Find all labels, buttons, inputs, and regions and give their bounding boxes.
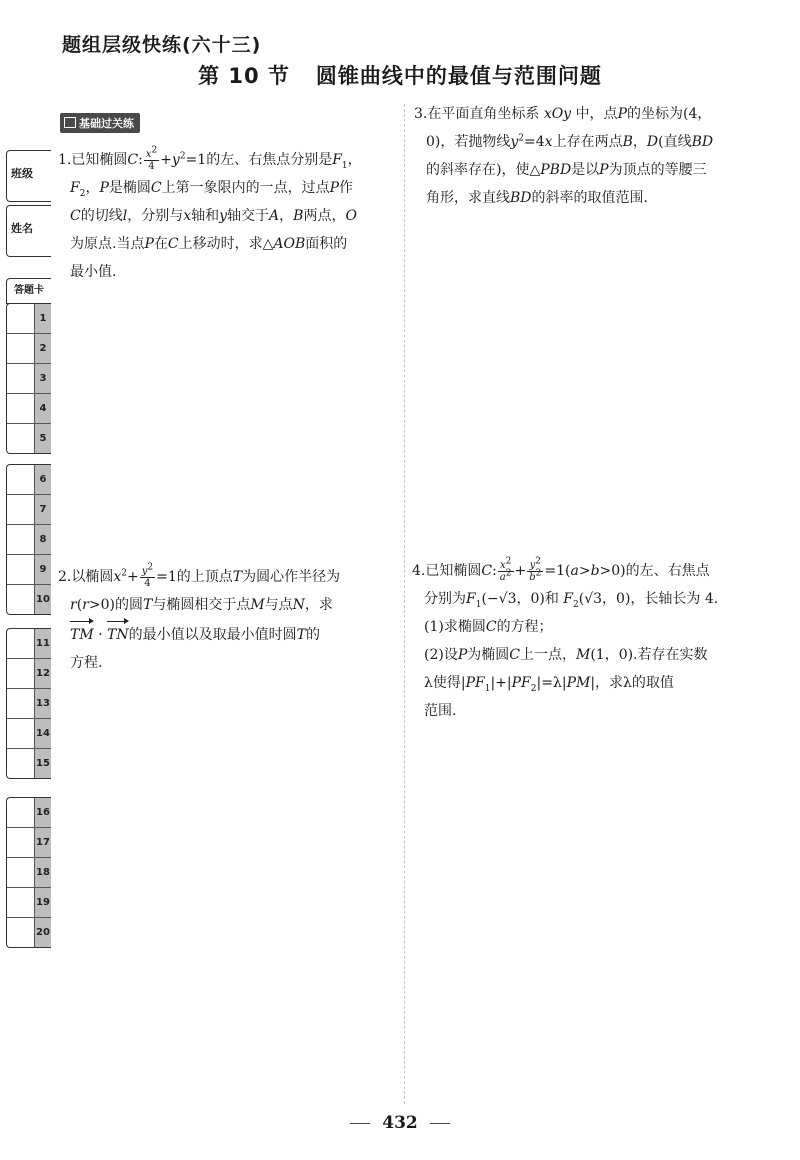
answer-row[interactable]	[7, 525, 51, 555]
answer-number: 18	[34, 858, 51, 887]
answer-card-title: 答题卡	[6, 278, 51, 304]
class-label: 班级	[11, 167, 33, 180]
vector-tm: TM	[70, 619, 94, 649]
problem-4: 4.已知椭圆C: $\frac{x^2}{a^2}$ + $\frac{y^2}{b^2}$ =1(a>b>0)的左、右焦点 分别为$F_1(-√3$，0)和 $F_2(√3$，0)，长轴长为 4. (1)求椭圆C的方程； (2)设P为椭圆C上一点，M(1，0).若存在实数 λ使得$|PF_1|+|PF_2|=\lambda|PM|$，求λ的取值 范围.	[412, 556, 719, 719]
answer-number: 6	[34, 465, 51, 494]
answer-row[interactable]	[7, 918, 51, 947]
answer-row[interactable]	[7, 465, 51, 495]
answer-row[interactable]	[7, 394, 51, 424]
series-title: 题组层级快练(六十三)	[62, 34, 262, 56]
answer-number: 1	[34, 304, 51, 333]
section-number: 第 10 节	[198, 64, 290, 88]
answer-row[interactable]	[7, 888, 51, 918]
answer-row[interactable]	[7, 798, 51, 828]
answer-row[interactable]	[7, 424, 51, 453]
fraction: $\frac{x^2}{a^2}$	[499, 556, 512, 583]
answer-row[interactable]	[7, 659, 51, 689]
answer-number: 4	[34, 394, 51, 423]
answer-number: 13	[34, 689, 51, 718]
problem-1: 1.已知椭圆C: $\frac{x^2}{4}$ $+y^2=1$的左、右焦点分别是$F_1$， $F_2$，P是椭圆C上第一象限内的一点，过点P作 C的切线l，分别与x轴和y轴交于A，B两点，O 为原点.当点P在C上移动时，求△AOB面积的 最小值.	[58, 146, 390, 286]
answer-row[interactable]	[7, 749, 51, 778]
answer-number: 17	[34, 828, 51, 857]
fraction: $\frac{y^2}{b^2}$	[529, 556, 542, 583]
box-icon	[64, 117, 76, 128]
answer-number: 2	[34, 334, 51, 363]
answer-row[interactable]	[7, 495, 51, 525]
answer-number: 10	[34, 585, 51, 614]
answer-row[interactable]	[7, 585, 51, 614]
answer-row[interactable]	[7, 858, 51, 888]
name-field[interactable]	[6, 205, 51, 257]
problem-1-text: 1.已知椭圆C: $\frac{x^2}{4}$ $+y^2=1$的左、右焦点分别是$F_1$，	[58, 145, 362, 172]
answer-number: 7	[34, 495, 51, 524]
section-tag-label: 基础过关练	[79, 117, 134, 130]
vector-tn: TN	[107, 619, 129, 649]
answer-row[interactable]	[7, 334, 51, 364]
problem-3: 3.在平面直角坐标系 xOy 中，点P的坐标为(4， 0)，若抛物线$y^2=4x$上存在两点B，D(直线BD 的斜率存在)，使△PBD是以P为顶点的等腰三 角形，求直线BD的斜率的取值范围.	[414, 106, 714, 206]
name-label: 姓名	[11, 222, 33, 235]
answer-group-3	[6, 628, 51, 779]
problem-2: 2.以椭圆$x^2+$ $\frac{y^2}{4}$ =1的上顶点T为圆心作半径为 r(r>0)的圆T与椭圆相交于点M与点N，求 TM · TN的最小值以及取最小值时圆T的 方程.	[58, 562, 341, 671]
answer-number: 20	[34, 918, 51, 947]
answer-row[interactable]	[7, 828, 51, 858]
fraction: $\frac{y^2}{4}$	[141, 562, 154, 589]
answer-number: 8	[34, 525, 51, 554]
answer-number: 3	[34, 364, 51, 393]
page-number: 432	[0, 1113, 800, 1133]
fraction: $\frac{x^2}{4}$	[145, 145, 158, 172]
answer-number: 9	[34, 555, 51, 584]
answer-number: 5	[34, 424, 51, 453]
answer-number: 15	[34, 749, 51, 778]
answer-number: 14	[34, 719, 51, 748]
answer-row[interactable]	[7, 719, 51, 749]
section-name: 圆锥曲线中的最值与范围问题	[315, 64, 602, 88]
answer-group-4	[6, 797, 51, 948]
answer-number: 12	[34, 659, 51, 688]
column-divider	[404, 104, 405, 1104]
answer-number: 16	[34, 798, 51, 827]
answer-number: 11	[34, 629, 51, 658]
answer-row[interactable]	[7, 629, 51, 659]
answer-row[interactable]	[7, 304, 51, 334]
answer-row[interactable]	[7, 689, 51, 719]
answer-number: 19	[34, 888, 51, 917]
answer-group-2	[6, 464, 51, 615]
answer-group-1	[6, 303, 51, 454]
section-title	[0, 60, 800, 90]
answer-row[interactable]	[7, 364, 51, 394]
class-field[interactable]	[6, 150, 51, 202]
answer-row[interactable]	[7, 555, 51, 585]
section-tag	[60, 113, 140, 133]
